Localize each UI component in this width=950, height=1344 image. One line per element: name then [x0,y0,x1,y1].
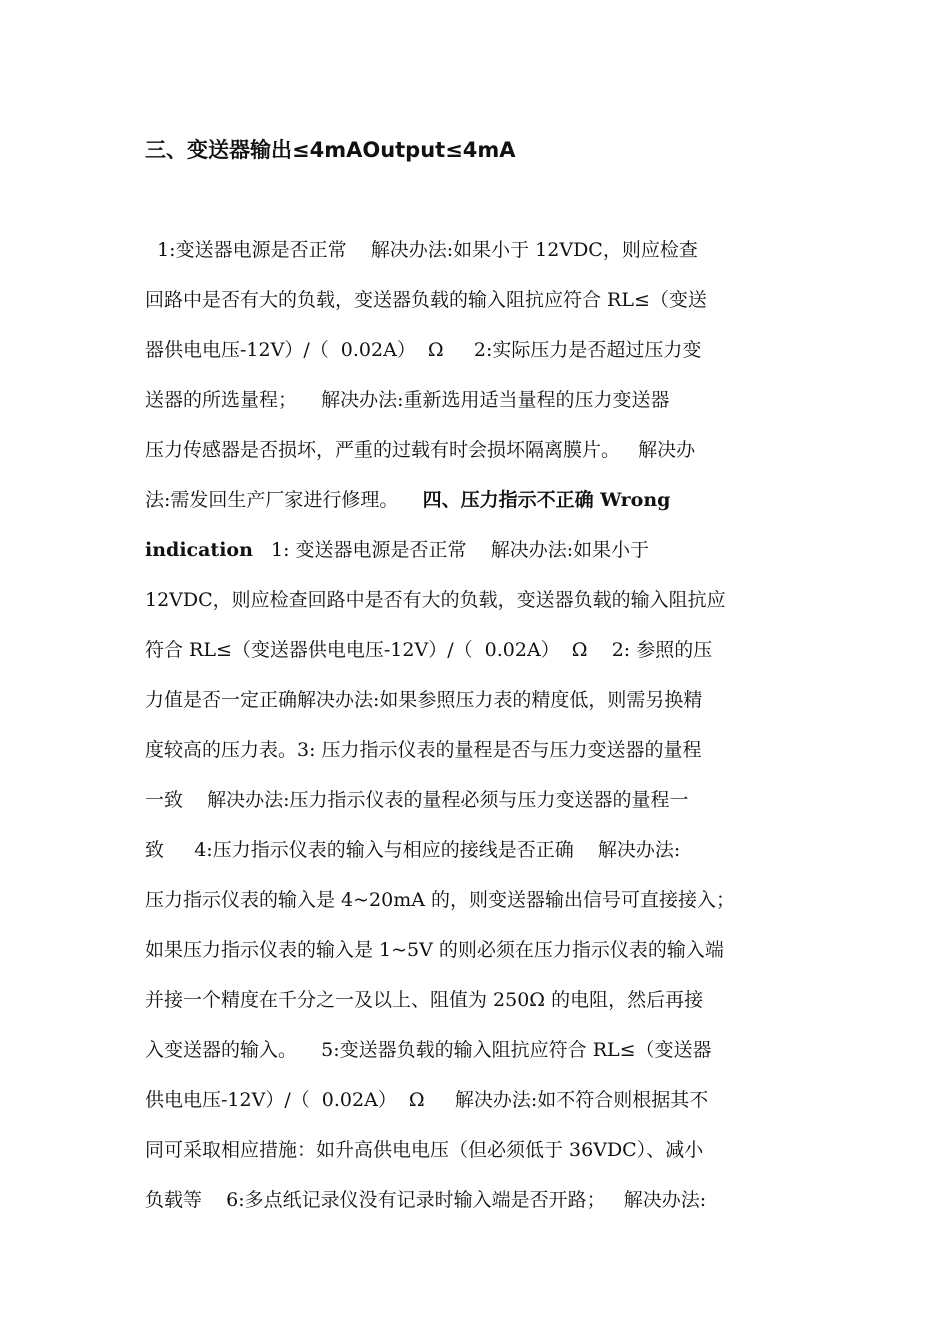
text-line [145,832,825,882]
text-line [145,1132,825,1182]
bold-text-run: 四、压力指示不正确 Wrong [422,489,671,511]
text-run: 一致 解决办法:压力指示仪表的量程必须与压力变送器的量程一 [145,789,689,811]
text-line [145,1082,825,1132]
text-run: 同可采取相应措施：如升高供电电压（但必须低于 36VDC）、减小 [145,1139,704,1161]
text-line [145,582,825,632]
text-run: 负载等 6:多点纸记录仪没有记录时输入端是否开路； 解决办法: [145,1189,707,1211]
text-line [145,1032,825,1082]
text-run: 送器的所选量程； 解决办法:重新选用适当量程的压力变送器 [145,389,670,411]
text-line [145,782,825,832]
text-run: 并接一个精度在千分之一及以上、阻值为 250Ω 的电阻，然后再接 [145,989,704,1011]
text-line [145,482,825,532]
text-run: 度较高的压力表。3: 压力指示仪表的量程是否与压力变送器的量程 [145,739,702,761]
text-run: 致 4:压力指示仪表的输入与相应的接线是否正确 解决办法: [145,839,681,861]
text-line [145,682,825,732]
text-line [145,932,825,982]
text-line [145,332,825,382]
text-run: 力值是否一定正确解决办法:如果参照压力表的精度低，则需另换精 [145,689,703,711]
text-run: 回路中是否有大的负载，变送器负载的输入阻抗应符合 RL≤（变送 [145,289,707,311]
text-run: 12VDC，则应检查回路中是否有大的负载，变送器负载的输入阻抗应 [145,589,726,611]
text-run: 压力传感器是否损坏，严重的过载有时会损坏隔离膜片。 解决办 [145,439,696,461]
text-line [145,382,825,432]
text-run: 入变送器的输入。 5:变送器负载的输入阻抗应符合 RL≤（变送器 [145,1039,712,1061]
text-run: 符合 RL≤（变送器供电电压-12V）/（ 0.02A） Ω 2: 参照的压 [145,639,713,661]
text-line [145,982,825,1032]
text-run: 供电电压-12V）/（ 0.02A） Ω 解决办法:如不符合则根据其不 [145,1089,709,1111]
text-run: 压力指示仪表的输入是 4~20mA 的，则变送器输出信号可直接接入； [145,889,736,911]
text-line [145,282,825,332]
text-run: 如果压力指示仪表的输入是 1~5V 的则必须在压力指示仪表的输入端 [145,939,724,961]
text-line [145,432,825,482]
text-run: 器供电电压-12V）/（ 0.02A） Ω 2:实际压力是否超过压力变 [145,339,702,361]
text-line [145,882,825,932]
text-line [145,232,825,282]
text-line [145,1182,825,1232]
text-run: 1:变送器电源是否正常 解决办法:如果小于 12VDC，则应检查 [145,239,698,261]
bold-text-run: indication [145,539,253,561]
text-run: 法:需发回生产厂家进行修理。 [145,489,423,511]
body-text [145,232,825,1232]
text-run: 1: 变送器电源是否正常 解决办法:如果小于 [252,539,650,561]
text-line [145,532,825,582]
text-line [145,632,825,682]
section-heading: 三、变送器输出≤4mAOutput≤4mA [145,138,516,162]
text-line [145,732,825,782]
